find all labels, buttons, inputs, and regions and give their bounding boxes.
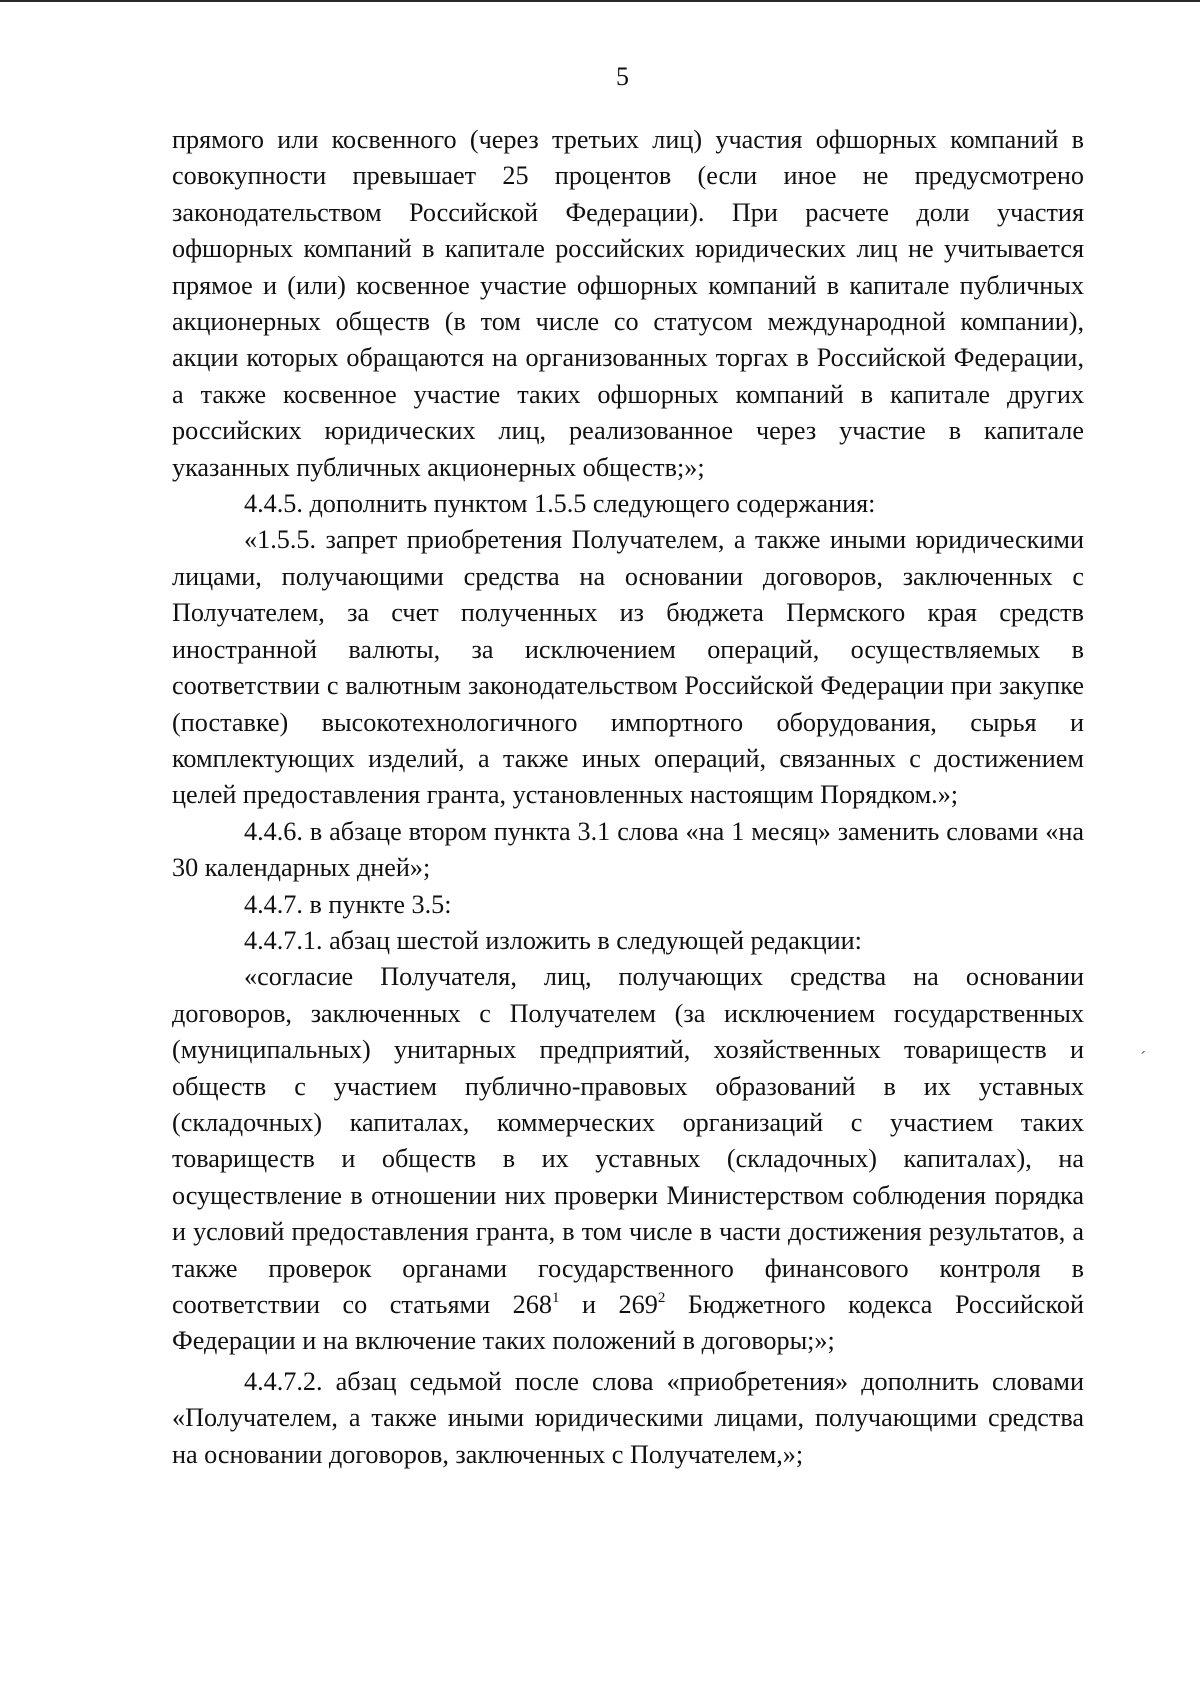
margin-mark: ˊ <box>1140 1048 1146 1068</box>
paragraph-1-5-5: «1.5.5. запрет приобретения Получателем, а также иными юридическими лицами, получающими средства на основании договоров, заключенных с Получателем, за счет полученных из бюджета Пермского края средств иностранной валюты, за исключением операций, осуществляемых в соответствии с валютным законодательством Российской Федерации при закупке (поставке) высокотехнологичного импортного оборудования, сырья и комплектующих изделий, а также иных операций, связанных с достижением целей предоставления гранта, установленных настоящим Порядком.»; <box>172 525 1084 810</box>
superscript-2: 2 <box>657 1290 666 1306</box>
superscript-1: 1 <box>551 1290 560 1306</box>
consent-text-part1: «согласие Получателя, лиц, получающих средства на основании договоров, заключенных с Получателем (за исключением государственных (муниципальных) унитарных предприятий, хозяйственных товариществ и обществ с участием публично-правовых образований в их уставных (складочных) капиталах, коммерческих организаций с участием таких товариществ и обществ в их уставных (складочных) капиталах), на осуществление в отношении них проверки Министерством соблюдения порядка и условий предоставления гранта, в том числе в части достижения результатов, а также проверок органами государственного финансового контроля в соответствии со статьями 268 <box>172 962 1084 1319</box>
paragraph-4-4-7: 4.4.7. в пункте 3.5: <box>244 889 452 919</box>
page-number: 5 <box>616 62 629 91</box>
paragraph-4-4-7-2: 4.4.7.2. абзац седьмой после слова «приобретения» дополнить словами «Получателем, а также иными юридическими лицами, получающими средства на основании договоров, заключенных с Получателем,»; <box>172 1366 1084 1469</box>
page-top-edge <box>0 0 1200 2</box>
paragraph-4-4-5: 4.4.5. дополнить пунктом 1.5.5 следующего содержания: <box>244 489 876 519</box>
paragraph-continuation: прямого или косвенного (через третьих лиц) участия офшорных компаний в совокупности превышает 25 процентов (если иное не предусмотрено законодательством Российской Федерации). При расчете доли участия офшорных компаний в капитале российских юридических лиц не учитывается прямое и (или) косвенное участие офшорных компаний в капитале публичных акционерных обществ (в том числе со статусом международной компании), акции которых обращаются на организованных торгах в Российской Федерации, а также косвенное участие таких офшорных компаний в капитале других российских юридических лиц, реализованное через участие в капитале указанных публичных акционерных обществ;»; <box>172 125 1084 482</box>
paragraph-consent <box>172 959 1084 1359</box>
paragraph-4-4-7-1: 4.4.7.1. абзац шестой изложить в следующей редакции: <box>244 925 862 955</box>
document-body <box>172 122 1084 1473</box>
consent-text-part3: Бюджетного кодекса Российской Федерации и на включение таких положений в договоры;»; <box>172 1290 1084 1356</box>
paragraph-4-4-6: 4.4.6. в абзаце втором пункта 3.1 слова «на 1 месяц» заменить словами «на 30 календарных дней»; <box>172 816 1084 883</box>
consent-text-part2: и 269 <box>559 1290 658 1319</box>
